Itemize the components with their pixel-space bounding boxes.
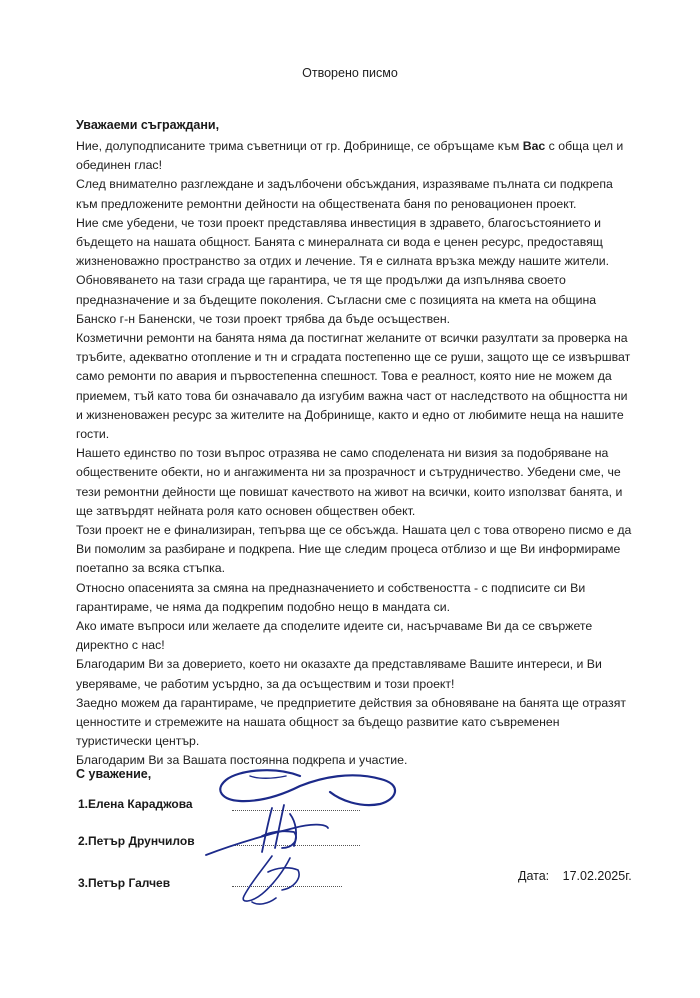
body-line-text: След внимателно разглеждане и задълбочени обсъждания, изразяваме пълната си подкрепа: [76, 177, 613, 192]
letter-title: Отворено писмо: [302, 66, 398, 80]
signature-2: [206, 805, 328, 855]
body-line-text: бъдещето на нашата общност. Банята с минералната си вода е ценен ресурс, предоставящ: [76, 235, 603, 249]
body-line-text: приемем, тъй като това би означавало да изгубим важна част от наследството на общността ни: [76, 388, 628, 403]
body-line-text: жизненоважно пространство за отдих и лечение. Тя е силната връзка между нашите жители.: [76, 254, 610, 269]
signer-2-name: 2.Петър Друнчилов: [78, 834, 195, 848]
body-line-text: Този проект не е финализиран, тепърва ще се обсъжда. Нашата цел с това отворено писмо е да: [76, 523, 632, 537]
body-line-text: Заедно можем да гарантираме, че предприетите действия за обновяване на банята ще отразят: [76, 695, 626, 710]
body-line-text: поетапно за всяка стъпка.: [76, 561, 225, 576]
body-line-text: гости.: [76, 427, 110, 441]
body-line-text: Обновяването на тази сграда ще гарантира, че тя ще продължи да изпълнява своето: [76, 273, 566, 288]
signer-3-name: 3.Петър Галчев: [78, 876, 171, 890]
body-line-text: Банско г-н Баненски, че този проект трябва да бъде осъществен.: [76, 311, 451, 326]
body-line-text: Ние сме убедени, че този проект представлява инвестиция в здравето, благосъстоянието и: [76, 215, 602, 230]
body-line-text: Козметични ремонти на банята няма да постигнат желаните от всички разултати за проверка на: [76, 331, 628, 345]
body-line-text: обединен глас!: [76, 158, 162, 173]
date-value: 17.02.2025г.: [562, 869, 632, 883]
body-line-text: Ако имате въпроси или желаете да споделите идеите си, насърчаваме Ви да се свържете: [76, 619, 593, 633]
body-line-text: ценностите и стремежите на нашата общност за бъдещо развитие като съвременен: [76, 715, 560, 729]
body-line-text: с обща цел и: [545, 139, 624, 153]
body-line-emphasis: Вас: [522, 139, 546, 153]
body-line-text: директно с нас!: [76, 638, 165, 653]
body-line-text: Благодарим Ви за Вашата постоянна подкрепа и участие.: [76, 753, 408, 768]
body-line-text: тези ремонтни дейности ще повишат качеството на живот на всички, които използват банята, и: [76, 484, 623, 499]
body-line-text: Благодарим Ви за доверието, което ни оказахте да представляваме Вашите интереси, и Ви: [76, 657, 602, 672]
signer-1-name: 1.Елена Караджова: [78, 797, 193, 811]
body-line-text: само ремонти по авария и първостепенна спешност. Това е реалност, която ние не можем да: [76, 369, 612, 384]
body-line-text: гарантираме, че няма да подкрепим подобно нещо в мандата си.: [76, 599, 451, 614]
signature-3: [243, 856, 299, 904]
body-line-text: ще затвърдят нейната роля като основен обществен обект.: [76, 503, 416, 518]
body-line-text: Нашето единство по този въпрос отразява не само споделената ни визия за подобряване на: [76, 446, 609, 461]
body-line-text: тръбите, адекватно отопление и тн и сградата постепенно ще се руши, защото ще се извършват: [76, 350, 631, 365]
body-line-text: към предложените ремонтни дейности на обществената баня по реновационен проект.: [76, 196, 577, 211]
signature-1: [220, 770, 395, 805]
body-line-text: Относно опасенията за смяна на предназначението и собствеността - с подписите си Ви: [76, 580, 586, 595]
body-line-text: и жизненоважен ресурс за жителите на Добринище, както и едно от любимите неща на нашите: [76, 407, 624, 422]
body-line-text: обществените обекти, но и ангажимента ни за прозрачност и сътрудничество. Убедени сме, че: [76, 465, 621, 480]
body-line-text: Ви помолим за разбиране и подкрепа. Ние ще следим процеса отблизо и ще Ви информираме: [76, 542, 621, 557]
date-label: Дата:: [518, 869, 550, 883]
body-line-text: туристически център.: [76, 734, 200, 749]
body-line-text: предназначение и за бъдещите поколения. Съгласни сме с позицията на кмета на община: [76, 292, 597, 307]
closing: С уважение,: [76, 767, 152, 781]
body-line-text: Ние, долуподписаните трима съветници от гр. Добринище, се обръщаме към: [76, 139, 523, 153]
body-line-text: уверяваме, че работим усърдно, за да осъществим и този проект!: [76, 676, 455, 691]
greeting: Уважаеми съграждани,: [76, 118, 220, 132]
